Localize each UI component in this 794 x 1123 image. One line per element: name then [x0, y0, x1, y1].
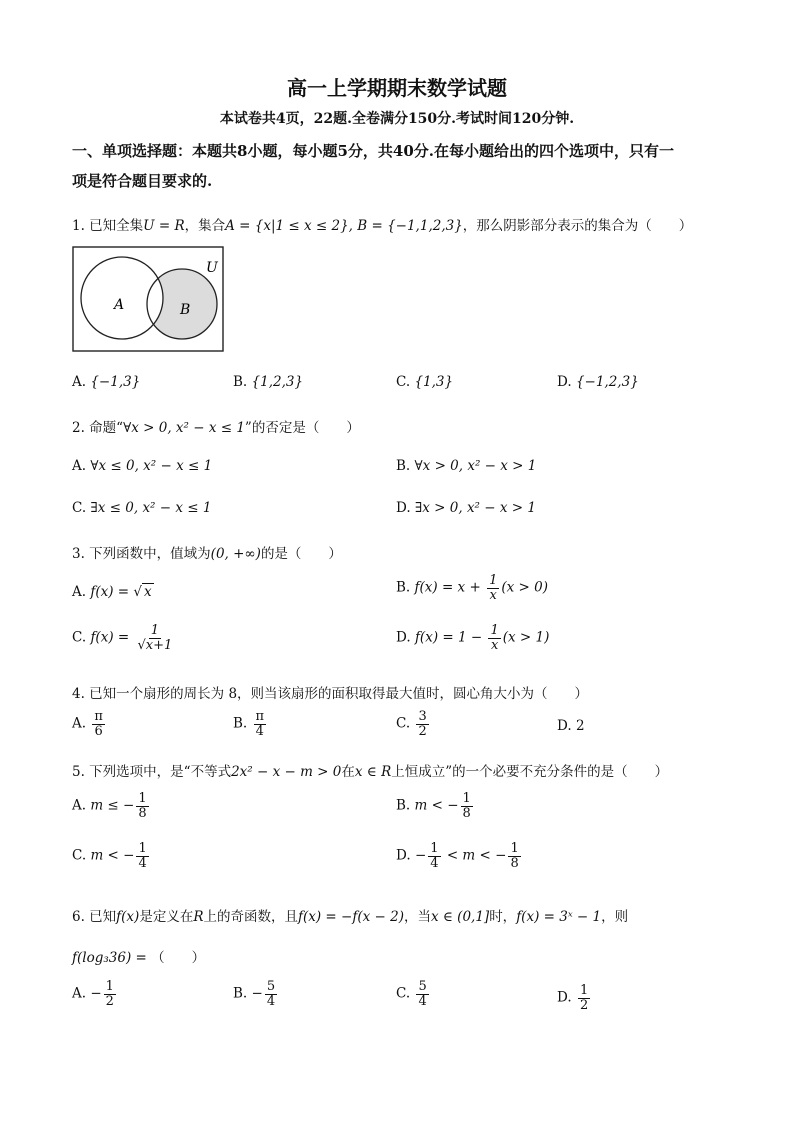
- page-title: 高一上学期期末数学试题: [287, 76, 507, 100]
- question-4-stem: 4. 已知一个扇形的周长为 8，则当该扇形的面积取得最大值时，圆心角大小为（ ）: [72, 686, 589, 702]
- q1-option-c[interactable]: C. {1,3}: [396, 374, 454, 390]
- q3-option-d[interactable]: D. f(x) = 1 − $\frac{1}{x}$ (x > 1): [396, 623, 550, 653]
- venn-label-a: A: [114, 297, 125, 313]
- q1-option-a[interactable]: A. {−1,3}: [72, 374, 141, 390]
- q1-universal-set: U = R: [143, 218, 185, 234]
- question-3-stem: 3. 下列函数中，值域为(0, +∞)的是（ ）: [72, 546, 342, 562]
- q5-option-d[interactable]: D. − $\frac{1}{4}$ < m < − $\frac{1}{8}$: [396, 841, 519, 871]
- q1-option-b[interactable]: B. {1,2,3}: [233, 374, 304, 390]
- q4-option-d[interactable]: D. 2: [557, 718, 585, 734]
- q4-option-c[interactable]: C. $\frac{3}{2}$: [396, 709, 427, 739]
- section-heading-line1: 一、单项选择题：本题共8小题，每小题5分，共40分.在每小题给出的四个选项中，只有一: [72, 142, 674, 160]
- q1-sets: A = {x|1 ≤ x ≤ 2}, B = {−1,1,2,3}: [225, 218, 463, 234]
- q3-option-b[interactable]: B. f(x) = x + $\frac{1}{x}$ (x > 0): [396, 573, 548, 603]
- question-1-stem: 1. 已知全集U = R，集合A = {x|1 ≤ x ≤ 2}, B = {−1,1,2,3}，那么阴影部分表示的集合为（ ）: [72, 218, 693, 234]
- q6-option-b[interactable]: B. − $\frac{5}{4}$: [233, 979, 276, 1009]
- q3-option-c[interactable]: C. f(x) = $\frac{1}{√x+1}$: [72, 623, 173, 653]
- q6-option-a[interactable]: A. − $\frac{1}{2}$: [72, 979, 114, 1009]
- q5-option-b[interactable]: B. m < − $\frac{1}{8}$: [396, 791, 471, 821]
- section-heading-line2: 项是符合题目要求的.: [72, 172, 213, 190]
- q3-option-a[interactable]: A. f(x) = √ x: [72, 584, 152, 600]
- venn-diagram: [72, 246, 224, 352]
- q6-option-d[interactable]: D. $\frac{1}{2}$: [557, 983, 589, 1013]
- exam-info: 本试卷共4页，22题.全卷满分150分.考试时间120分钟.: [219, 111, 575, 127]
- q2-option-a[interactable]: A. ∀x ≤ 0, x² − x ≤ 1: [72, 458, 213, 474]
- q4-option-b[interactable]: B. $\frac{\pi}{4}$: [233, 709, 265, 739]
- question-5-stem: 5. 下列选项中，是“不等式2x² − x − m > 0在x ∈ R上恒成立”的一个必要不充分条件的是（ ）: [72, 764, 669, 780]
- question-6-stem: 6. 已知f(x)是定义在R上的奇函数，且f(x) = −f(x − 2)，当x ∈ (0,1]时，f(x) = 3ˣ − 1，则: [72, 909, 629, 925]
- q2-option-b[interactable]: B. ∀x > 0, x² − x > 1: [396, 458, 537, 474]
- q6-option-c[interactable]: C. $\frac{5}{4}$: [396, 979, 427, 1009]
- q1-option-d[interactable]: D. {−1,2,3}: [557, 374, 639, 390]
- q2-option-d[interactable]: D. ∃x > 0, x² − x > 1: [396, 500, 536, 516]
- q5-option-a[interactable]: A. m ≤ − $\frac{1}{8}$: [72, 791, 147, 821]
- q2-option-c[interactable]: C. ∃x ≤ 0, x² − x ≤ 1: [72, 500, 212, 516]
- venn-label-u: U: [206, 260, 218, 276]
- question-6-stem-line2: f(log₃36) = （ ）: [72, 950, 206, 966]
- q5-option-c[interactable]: C. m < − $\frac{1}{4}$: [72, 841, 147, 871]
- venn-label-b: B: [180, 302, 191, 318]
- q4-option-a[interactable]: A. $\frac{\pi}{6}$: [72, 709, 103, 739]
- question-2-stem: 2. 命题“∀x > 0, x² − x ≤ 1”的否定是（ ）: [72, 420, 360, 436]
